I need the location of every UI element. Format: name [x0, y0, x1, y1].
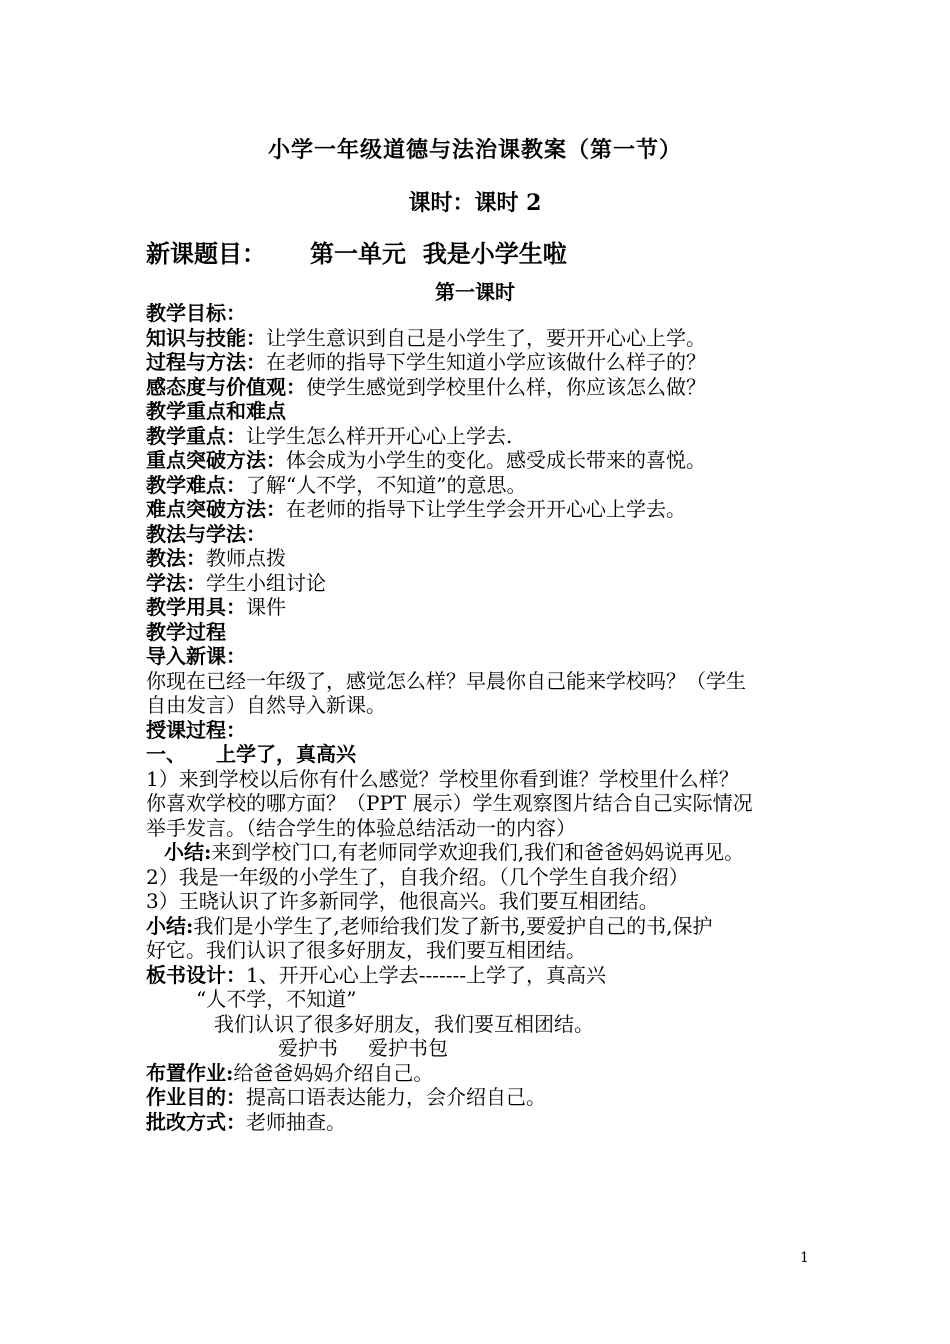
item-line: 2）我是一年级的小学生了，自我介绍。（几个学生自我介绍） [146, 864, 689, 889]
item-line: 1）来到学校以后你有什么感觉？学校里你看到谁？学校里什么样？ [146, 766, 739, 791]
summary-line: 好它。我们认识了很多好朋友，我们要互相团结。 [146, 938, 586, 962]
intro-line: 自由发言）自然导入新课。 [146, 693, 386, 717]
key-heading: 教学重点和难点 [146, 399, 286, 423]
homework-item: 布置作业:给爸爸妈妈介绍自己。 [146, 1060, 434, 1085]
item-line: 举手发言。（结合学生的体验总结活动一的内容） [146, 815, 576, 840]
homework-item: 批改方式：老师抽查。 [146, 1109, 346, 1134]
method-item: 教法：教师点拨 [146, 546, 286, 570]
lesson-topic [146, 234, 567, 269]
key-point: 教学重点：让学生怎么样开开心心上学去. [146, 423, 513, 448]
period-heading: 第一课时 [435, 280, 515, 304]
topic-name: 我是小学生啦 [422, 239, 567, 268]
board-line: “人不学，不知道” [196, 987, 357, 1011]
board-line: 我们认识了很多好朋友，我们要互相团结。 [214, 1011, 594, 1036]
process-heading: 教学过程 [146, 619, 226, 644]
topic-label: 新课题目： [146, 239, 266, 268]
teach-heading: 授课过程： [146, 717, 246, 742]
key-point: 教学难点：了解“人不学，不知道”的意思。 [146, 472, 527, 497]
item-line: 你喜欢学校的哪方面？（PPT 展示）学生观察图片结合自己实际情况 [146, 791, 753, 815]
intro-line: 你现在已经一年级了，感觉怎么样？早晨你自己能来学校吗？（学生 [146, 668, 746, 693]
methods-heading: 教法与学法： [146, 521, 266, 546]
goal-item: 过程与方法：在老师的指导下学生知道小学应该做什么样子的？ [146, 350, 706, 374]
goals-heading: 教学目标： [146, 301, 246, 325]
summary-line: 小结:来到学校门口,有老师同学欢迎我们,我们和爸爸妈妈说再见。 [164, 840, 745, 864]
board-line: 爱护书 爱护书包 [278, 1036, 448, 1060]
method-item: 教学用具：课件 [146, 595, 286, 619]
method-item: 学法：学生小组讨论 [146, 570, 326, 595]
board-design: 板书设计：1、开开心心上学去-------上学了，真高兴 [146, 962, 607, 987]
key-point: 难点突破方法：在老师的指导下让学生学会开开心心上学去。 [146, 497, 686, 521]
document-title: 小学一年级道德与法治课教案（第一节） [267, 137, 682, 163]
homework-item: 作业目的：提高口语表达能力，会介绍自己。 [146, 1085, 546, 1109]
goal-item: 知识与技能：让学生意识到自己是小学生了，要开开心心上学。 [146, 325, 706, 350]
lesson-body [146, 301, 826, 1134]
section-heading: 一、 上学了，真高兴 [146, 742, 356, 766]
topic-unit: 第一单元 [310, 239, 406, 268]
summary-line: 小结:我们是小学生了,老师给我们发了新书,要爱护自己的书,保护 [146, 913, 713, 938]
intro-heading: 导入新课： [146, 644, 246, 668]
item-line: 3）王晓认识了许多新同学，他很高兴。我们要互相团结。 [146, 889, 659, 913]
key-point: 重点突破方法：体会成为小学生的变化。感受成长带来的喜悦。 [146, 448, 706, 472]
goal-item: 感态度与价值观：使学生感觉到学校里什么样，你应该怎么做？ [146, 374, 706, 399]
lesson-hours: 课时：课时 2 [408, 190, 542, 216]
page-number: 1 [800, 1250, 809, 1266]
